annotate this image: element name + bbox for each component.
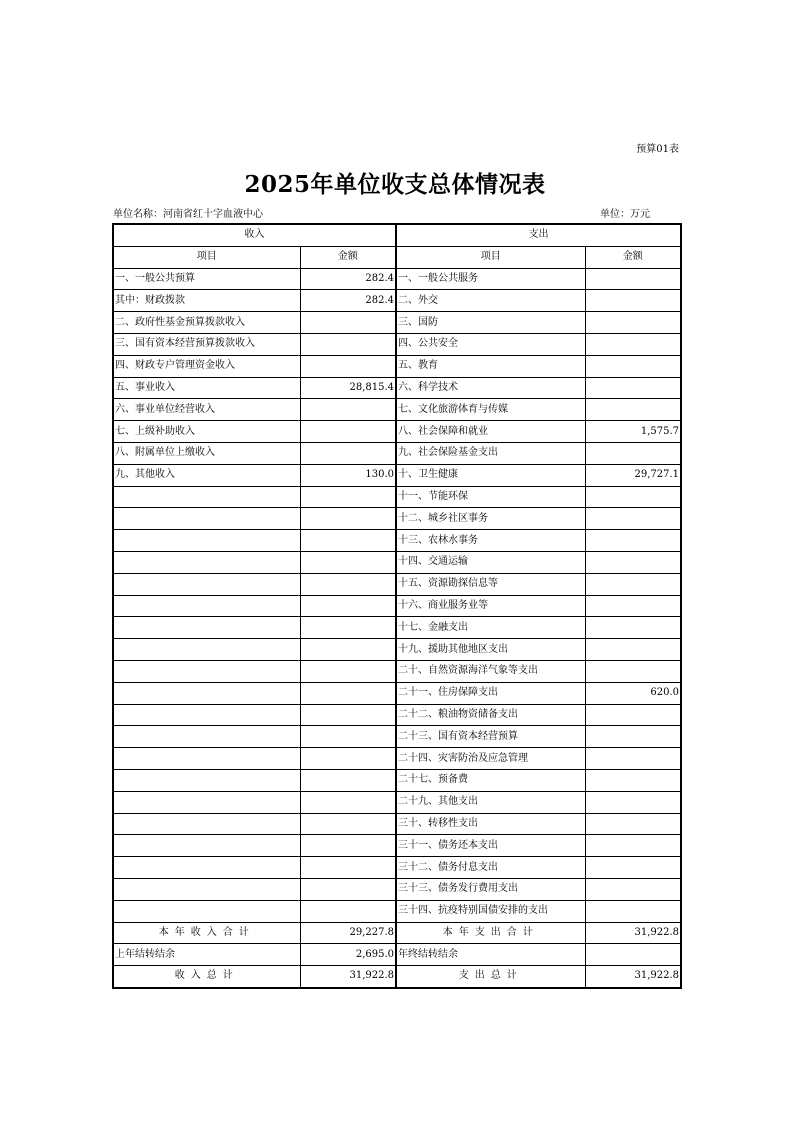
income-amount-cell: 28,815.4 [300,377,396,399]
income-item-cell [113,704,300,726]
expense-item-cell: 三、国防 [396,312,585,334]
grand-total-row [113,966,681,988]
income-amount-cell [300,333,396,355]
income-item-cell [113,617,300,639]
income-item-cell [113,551,300,573]
expense-amount-cell [585,595,681,617]
table-row [113,900,681,922]
table-row [113,573,681,595]
income-item-cell [113,508,300,530]
income-item-cell [113,835,300,857]
income-item-cell: 七、上级补助收入 [113,421,300,443]
income-item-cell [113,595,300,617]
income-amount-cell [300,748,396,770]
expense-amount-cell [585,704,681,726]
income-item-cell [113,530,300,552]
expense-item-cell: 三十三、债务发行费用支出 [396,878,585,900]
income-amount-cell [300,421,396,443]
expense-item-cell: 五、教育 [396,355,585,377]
income-amount-cell [300,551,396,573]
expense-item-cell: 十六、商业服务业等 [396,595,585,617]
income-item-cell [113,682,300,704]
carry-out-amount [585,944,681,966]
expense-amount-cell [585,878,681,900]
expense-amount-cell: 29,727.1 [585,464,681,486]
income-item-cell [113,486,300,508]
expense-amount-cell [585,900,681,922]
table-row [113,355,681,377]
table-row [113,748,681,770]
expense-amount-cell [585,268,681,290]
income-item-cell [113,900,300,922]
expense-amount-cell [585,399,681,421]
table-row [113,813,681,835]
expense-item-cell: 二十四、灾害防治及应急管理 [396,748,585,770]
table-row [113,726,681,748]
income-item-cell: 二、政府性基金预算拨款收入 [113,312,300,334]
form-number: 预算01表 [636,144,679,155]
expense-item-cell: 十二、城乡社区事务 [396,508,585,530]
income-amount-cell: 282.4 [300,268,396,290]
expense-item-cell: 二十二、粮油物资储备支出 [396,704,585,726]
expense-item-cell: 三十四、抗疫特别国债安排的支出 [396,900,585,922]
income-item-cell: 五、事业收入 [113,377,300,399]
table-row [113,835,681,857]
expense-amount-cell [585,813,681,835]
expense-amount-cell [585,290,681,312]
expense-amount-cell [585,857,681,879]
income-amount-cell: 282.4 [300,290,396,312]
expense-item-cell: 二十九、其他支出 [396,791,585,813]
expense-amount-cell [585,835,681,857]
table-row [113,464,681,486]
expense-grand-total-amount: 31,922.8 [585,966,681,988]
expense-amount-header: 金额 [585,246,681,268]
expense-item-cell: 三十一、债务还本支出 [396,835,585,857]
income-grand-total-amount: 31,922.8 [300,966,396,988]
table-row [113,857,681,879]
table-row [113,377,681,399]
expense-item-cell: 二十七、预备费 [396,769,585,791]
income-item-cell: 九、其他收入 [113,464,300,486]
expense-year-total-amount: 31,922.8 [585,922,681,944]
income-item-cell [113,726,300,748]
expense-item-cell: 二、外交 [396,290,585,312]
expense-item-cell: 一、一般公共服务 [396,268,585,290]
year-total-row [113,922,681,944]
income-item-cell: 六、事业单位经营收入 [113,399,300,421]
income-item-cell [113,769,300,791]
income-amount-cell [300,878,396,900]
expense-item-cell: 九、社会保险基金支出 [396,442,585,464]
expense-year-total-label: 本年支出合计 [396,922,585,944]
expense-item-cell: 六、科学技术 [396,377,585,399]
expense-amount-cell [585,377,681,399]
income-item-cell [113,813,300,835]
expense-item-cell: 二十三、国有资本经营预算 [396,726,585,748]
expense-amount-cell [585,530,681,552]
income-item-header: 项目 [113,246,300,268]
expense-amount-cell: 1,575.7 [585,421,681,443]
table-section-header-row [113,224,681,246]
table-row [113,704,681,726]
income-section-header: 收入 [113,224,396,246]
table-column-header-row [113,246,681,268]
table-row [113,312,681,334]
income-amount-cell [300,617,396,639]
income-amount-cell [300,355,396,377]
income-year-total-amount: 29,227.8 [300,922,396,944]
budget-table [112,223,682,989]
income-item-cell: 四、财政专户管理资金收入 [113,355,300,377]
income-amount-cell [300,900,396,922]
carry-out-label: 年终结转结余 [396,944,585,966]
expense-amount-cell [585,442,681,464]
income-item-cell: 一、一般公共预算 [113,268,300,290]
income-amount-cell [300,508,396,530]
expense-amount-cell [585,333,681,355]
expense-item-cell: 三十二、债务付息支出 [396,857,585,879]
expense-item-cell: 十、卫生健康 [396,464,585,486]
expense-amount-cell [585,660,681,682]
table-row [113,617,681,639]
unit-name: 单位名称：河南省红十字血液中心 [113,209,263,220]
expense-item-cell: 十九、援助其他地区支出 [396,639,585,661]
income-item-cell [113,573,300,595]
income-amount-cell [300,530,396,552]
income-amount-cell [300,704,396,726]
table-row [113,682,681,704]
expense-item-header: 项目 [396,246,585,268]
income-amount-cell [300,660,396,682]
income-year-total-label: 本年收入合计 [113,922,300,944]
expense-item-cell: 八、社会保障和就业 [396,421,585,443]
income-amount-cell [300,442,396,464]
expense-amount-cell [585,508,681,530]
income-amount-cell: 130.0 [300,464,396,486]
income-amount-cell [300,486,396,508]
expense-amount-cell [585,617,681,639]
expense-item-cell: 十四、交通运输 [396,551,585,573]
income-amount-cell [300,813,396,835]
table-row [113,878,681,900]
carryover-row [113,944,681,966]
income-item-cell [113,878,300,900]
page-title: 2025年单位收支总体情况表 [244,171,546,198]
income-amount-cell [300,857,396,879]
expense-amount-cell [585,551,681,573]
income-amount-cell [300,769,396,791]
table-row [113,551,681,573]
expense-grand-total-label: 支出总计 [396,966,585,988]
income-amount-cell [300,595,396,617]
carry-in-amount: 2,695.0 [300,944,396,966]
expense-item-cell: 二十、自然资源海洋气象等支出 [396,660,585,682]
table-row [113,421,681,443]
expense-amount-cell: 620.0 [585,682,681,704]
expense-item-cell: 十一、节能环保 [396,486,585,508]
income-item-cell: 八、附属单位上缴收入 [113,442,300,464]
expense-amount-cell [585,748,681,770]
income-item-cell: 三、国有资本经营预算拨款收入 [113,333,300,355]
table-row [113,595,681,617]
expense-amount-cell [585,486,681,508]
income-item-cell [113,660,300,682]
income-amount-cell [300,682,396,704]
expense-item-cell: 四、公共安全 [396,333,585,355]
expense-amount-cell [585,769,681,791]
expense-item-cell: 三十、转移性支出 [396,813,585,835]
expense-item-cell: 十五、资源勘探信息等 [396,573,585,595]
income-amount-cell [300,312,396,334]
expense-item-cell: 十三、农林水事务 [396,530,585,552]
table-row [113,333,681,355]
table-row [113,660,681,682]
table-row [113,769,681,791]
expense-item-cell: 十七、金融支出 [396,617,585,639]
income-item-cell: 其中：财政拨款 [113,290,300,312]
income-item-cell [113,639,300,661]
income-item-cell [113,857,300,879]
income-amount-cell [300,726,396,748]
table-row [113,530,681,552]
table-row [113,290,681,312]
income-amount-header: 金额 [300,246,396,268]
expense-amount-cell [585,312,681,334]
expense-amount-cell [585,573,681,595]
carry-in-label: 上年结转结余 [113,944,300,966]
income-amount-cell [300,399,396,421]
expense-item-cell: 七、文化旅游体育与传媒 [396,399,585,421]
income-amount-cell [300,791,396,813]
income-grand-total-label: 收入总计 [113,966,300,988]
table-row [113,442,681,464]
currency-unit: 单位：万元 [600,209,650,220]
expense-amount-cell [585,639,681,661]
income-item-cell [113,748,300,770]
expense-amount-cell [585,726,681,748]
income-item-cell [113,791,300,813]
table-row [113,639,681,661]
table-row [113,399,681,421]
expense-amount-cell [585,791,681,813]
income-amount-cell [300,835,396,857]
table-row [113,486,681,508]
table-row [113,791,681,813]
income-amount-cell [300,639,396,661]
expense-item-cell: 二十一、住房保障支出 [396,682,585,704]
table-row [113,268,681,290]
expense-amount-cell [585,355,681,377]
income-amount-cell [300,573,396,595]
expense-section-header: 支出 [396,224,681,246]
table-row [113,508,681,530]
